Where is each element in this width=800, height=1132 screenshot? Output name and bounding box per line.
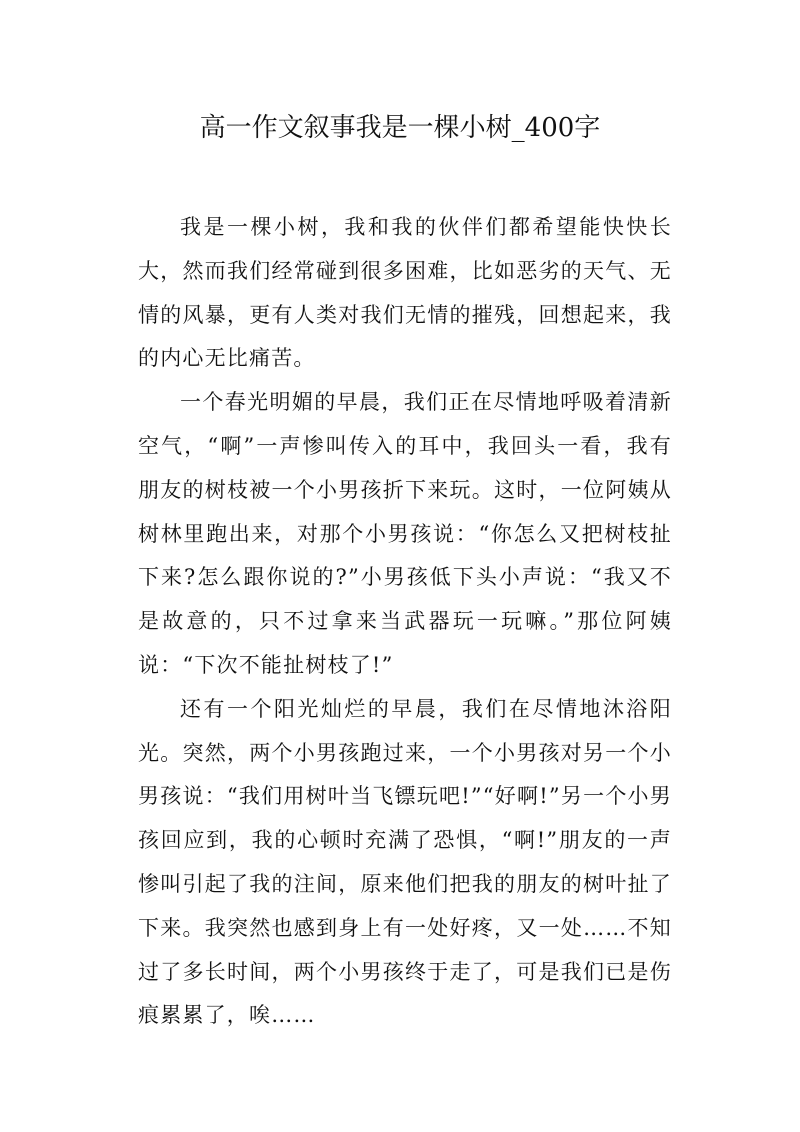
paragraph-2: 一个春光明媚的早晨，我们正在尽情地呼吸着清新空气，“啊”一声惨叫传入的耳中，我回头一看，我有朋友的树枝被一个小男孩折下来玩。这时，一位阿姨从树林里跑出来，对那个小男孩说：“你怎么又把树枝扯下来?怎么跟你说的?”小男孩低下头小声说：“我又不是故意的，只不过拿来当武器玩一玩嘛。”那位阿姨说：“下次不能扯树枝了!” [138, 390, 672, 677]
document-body [138, 206, 672, 1038]
document-title: 高一作文叙事我是一棵小树_400字 [199, 113, 601, 143]
paragraph-3: 还有一个阳光灿烂的早晨，我们在尽情地沐浴阳光。突然，两个小男孩跑过来，一个小男孩对另一个小男孩说：“我们用树叶当飞镖玩吧!”“好啊!”另一个小男孩回应到，我的心顿时充满了恐惧，“啊!”朋友的一声惨叫引起了我的注间，原来他们把我的朋友的树叶扯了下来。我突然也感到身上有一处好疼，又一处……不知过了多长时间，两个小男孩终于走了，可是我们已是伤痕累累了，唉…… [138, 696, 672, 1028]
paragraph-1: 我是一棵小树，我和我的伙伴们都希望能快快长大，然而我们经常碰到很多困难，比如恶劣的天气、无情的风暴，更有人类对我们无情的摧残，回想起来，我的内心无比痛苦。 [138, 215, 672, 371]
